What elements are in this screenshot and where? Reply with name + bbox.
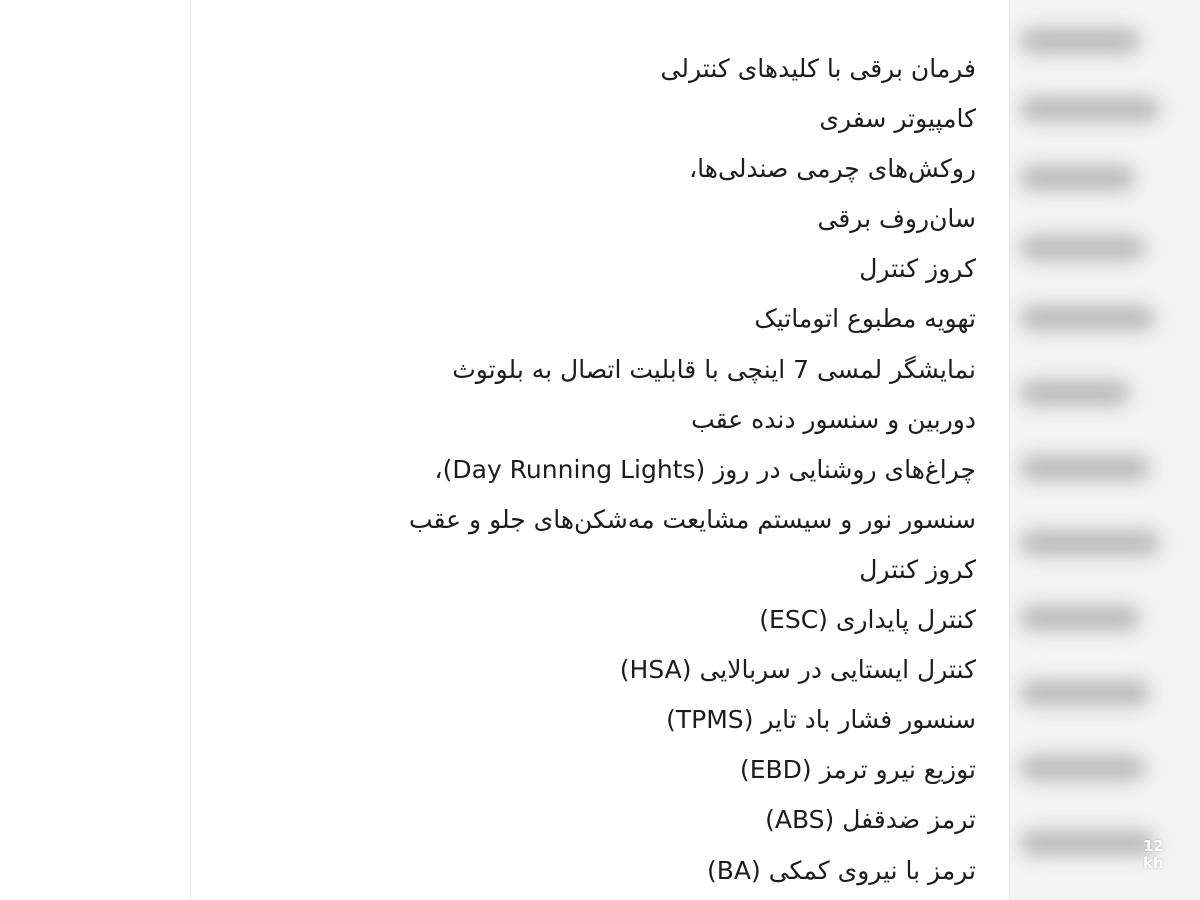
blurred-background-text bbox=[1010, 0, 1200, 900]
feature-item: تهویه مطبوع اتوماتیک bbox=[754, 304, 976, 334]
blurred-text-line bbox=[1020, 28, 1140, 54]
blurred-text-line bbox=[1020, 235, 1145, 261]
blurred-text-line bbox=[1020, 96, 1160, 122]
blurred-text-line bbox=[1020, 830, 1155, 856]
feature-item: کنترل ایستایی در سربالایی (HSA) bbox=[619, 655, 976, 685]
blurred-text-line bbox=[1020, 680, 1150, 706]
feature-item: کروز کنترل bbox=[859, 254, 976, 284]
left-margin bbox=[0, 0, 190, 900]
blurred-text-line bbox=[1020, 305, 1155, 331]
blurred-text-line bbox=[1020, 455, 1150, 481]
watermark-line: 12 bbox=[1143, 837, 1164, 855]
feature-item: کامپیوتر سفری bbox=[819, 104, 976, 134]
content-panel bbox=[190, 0, 1010, 900]
feature-item: دوربین و سنسور دنده عقب bbox=[691, 404, 976, 434]
feature-item: فرمان برقی با کلیدهای کنترلی bbox=[660, 54, 976, 83]
watermark-logo bbox=[1143, 838, 1164, 872]
feature-item: روکش‌های چرمی صندلی‌ها، bbox=[689, 154, 976, 184]
blurred-text-line bbox=[1020, 755, 1145, 781]
feature-item: ترمز با نیروی کمکی (BA) bbox=[706, 855, 976, 885]
feature-item: کنترل پایداری (ESC) bbox=[759, 605, 976, 635]
blurred-text-line bbox=[1020, 530, 1160, 556]
feature-item: چراغ‌های روشنایی در روز (Day Running Lights)، bbox=[434, 454, 976, 484]
feature-item: کروز کنترل bbox=[859, 554, 976, 584]
car-features-list bbox=[336, 44, 976, 896]
blurred-text-line bbox=[1020, 380, 1130, 406]
watermark-line: kh bbox=[1143, 854, 1164, 872]
blurred-text-line bbox=[1020, 605, 1140, 631]
feature-item: نمایشگر لمسی 7 اینچی با قابلیت اتصال به بلوتوث bbox=[452, 354, 976, 384]
feature-item: ترمز ضدقفل (ABS) bbox=[765, 805, 976, 835]
feature-item: سنسور نور و سیستم مشایعت مه‌شکن‌های جلو و عقب bbox=[408, 504, 976, 534]
feature-item: توزیع نیرو ترمز (EBD) bbox=[739, 755, 976, 785]
blurred-text-line bbox=[1020, 165, 1135, 191]
feature-item: سنسور فشار باد تایر (TPMS) bbox=[666, 705, 976, 735]
feature-item: سان‌روف برقی bbox=[817, 204, 976, 234]
